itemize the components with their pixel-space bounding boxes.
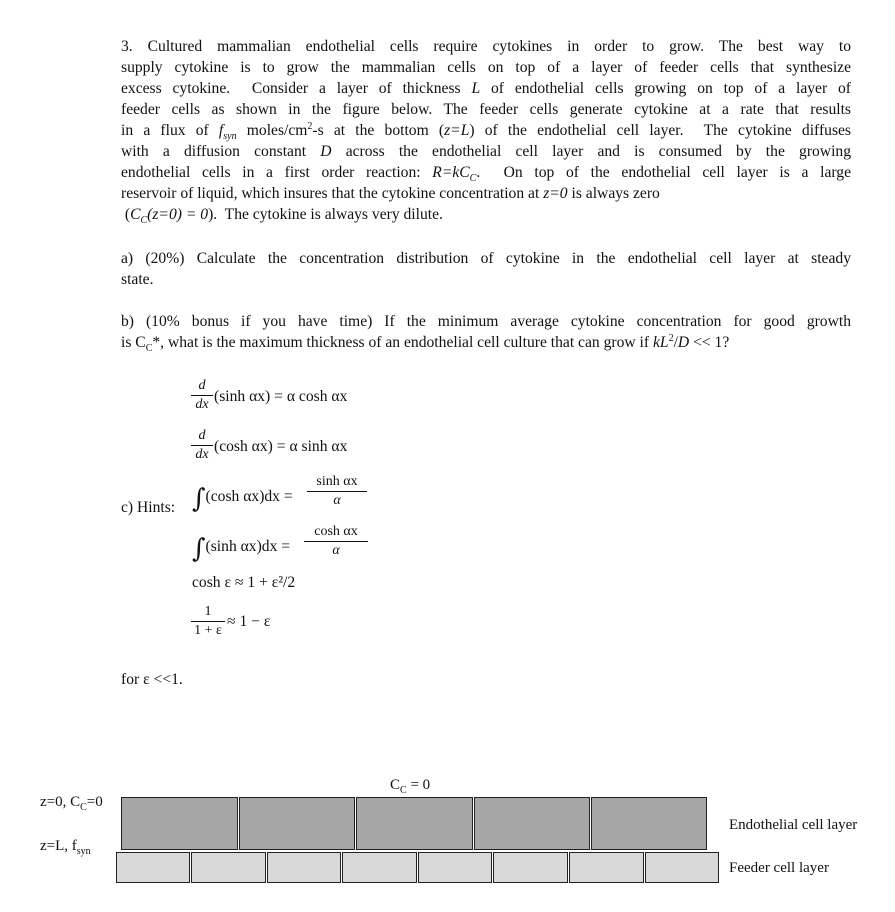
part-b-line-2: is $C_C*$, what is the maximum thickness of an endothelial cell culture that can grow if $kL^2/D << 1$?	[121, 332, 730, 355]
problem-line-5: in a flux of $f_{syn}$ moles/$cm^2-s$ at the bottom (z=L) of the endothelial cell layer. The cytokine diffuses	[121, 120, 851, 143]
endothelial-cell	[356, 797, 473, 850]
figure-top-label: $C_C = 0$	[390, 777, 431, 796]
hint-4-fraction: cosh αx α	[304, 524, 368, 559]
feeder-cell	[267, 852, 341, 883]
problem-line-7: endothelial cells in a first order reaction: $R=kC_C$. On top of the endothelial cell layer is a large	[121, 164, 851, 185]
part-b	[121, 311, 851, 353]
integral-icon: ∫	[192, 484, 206, 514]
figure-left-bottom-label: z=L, $f_{syn}$	[40, 838, 91, 857]
problem-line-6: with a diffusion constant D across the endothelial cell layer and is consumed by the growing	[121, 143, 851, 160]
hints-footer: for ε <<1.	[121, 671, 183, 688]
problem-line-9: $(C_C(z=0) = 0)$. The cytokine is always very dilute.	[121, 206, 443, 227]
hint-2-derivative: d dx	[191, 428, 213, 463]
problem-statement	[121, 36, 851, 225]
hint-5-expression: cosh ε ≈ 1 + ε²/2	[192, 574, 296, 591]
figure-right-top-label: Endothelial cell layer	[729, 817, 858, 833]
part-b-line-1: b) (10% bonus if you have time) If the minimum average cytokine concentration for good growth	[121, 313, 851, 330]
part-a-line-2: state.	[121, 271, 154, 288]
feeder-cell	[116, 852, 190, 883]
hint-3-expression: ∫(cosh αx)dx =	[192, 484, 293, 514]
endothelial-cell	[591, 797, 707, 850]
part-a	[121, 248, 851, 290]
problem-line-2: supply cytokine is to grow the mammalian cells on top of a layer of feeder cells that synthesize	[121, 59, 851, 76]
hint-4-expression: ∫(sinh αx)dx =	[192, 534, 291, 564]
figure-right-bottom-label: Feeder cell layer	[729, 860, 829, 876]
endothelial-cell	[121, 797, 238, 850]
feeder-cell	[645, 852, 719, 883]
hint-6-rhs: ≈ 1 − ε	[227, 613, 271, 630]
feeder-cell	[191, 852, 266, 883]
integral-icon-2: ∫	[192, 534, 206, 564]
hint-2-expression: (cosh αx) = α sinh αx	[214, 438, 348, 455]
hint-6-fraction: 1 1 + ε	[191, 604, 225, 639]
hint-1-derivative: d dx	[191, 378, 213, 413]
problem-line-4: feeder cells as shown in the figure below. The feeder cells generate cytokine at a rate that results	[121, 101, 851, 118]
hint-3-fraction: sinh αx α	[307, 474, 367, 509]
part-a-line-1: a) (20%) Calculate the concentration distribution of cytokine in the endothelial cell layer at steady	[121, 250, 851, 267]
problem-line-3: excess cytokine. Consider a layer of thickness L of endothelial cells growing on top of a layer of	[121, 80, 851, 97]
feeder-cell	[418, 852, 492, 883]
feeder-cell	[342, 852, 417, 883]
endothelial-cell	[239, 797, 355, 850]
hint-1-expression: (sinh αx) = α cosh αx	[214, 388, 348, 405]
feeder-cell	[569, 852, 644, 883]
feeder-cell	[493, 852, 568, 883]
problem-line-8: reservoir of liquid, which insures that the cytokine concentration at z=0 is always zero	[121, 185, 660, 202]
figure-left-top-label: z=0, $C_C=0$	[40, 794, 103, 813]
endothelial-cell	[474, 797, 590, 850]
problem-line-1: 3. Cultured mammalian endothelial cells require cytokines in order to grow. The best way to	[121, 38, 851, 55]
hints-label: c) Hints:	[121, 499, 176, 516]
